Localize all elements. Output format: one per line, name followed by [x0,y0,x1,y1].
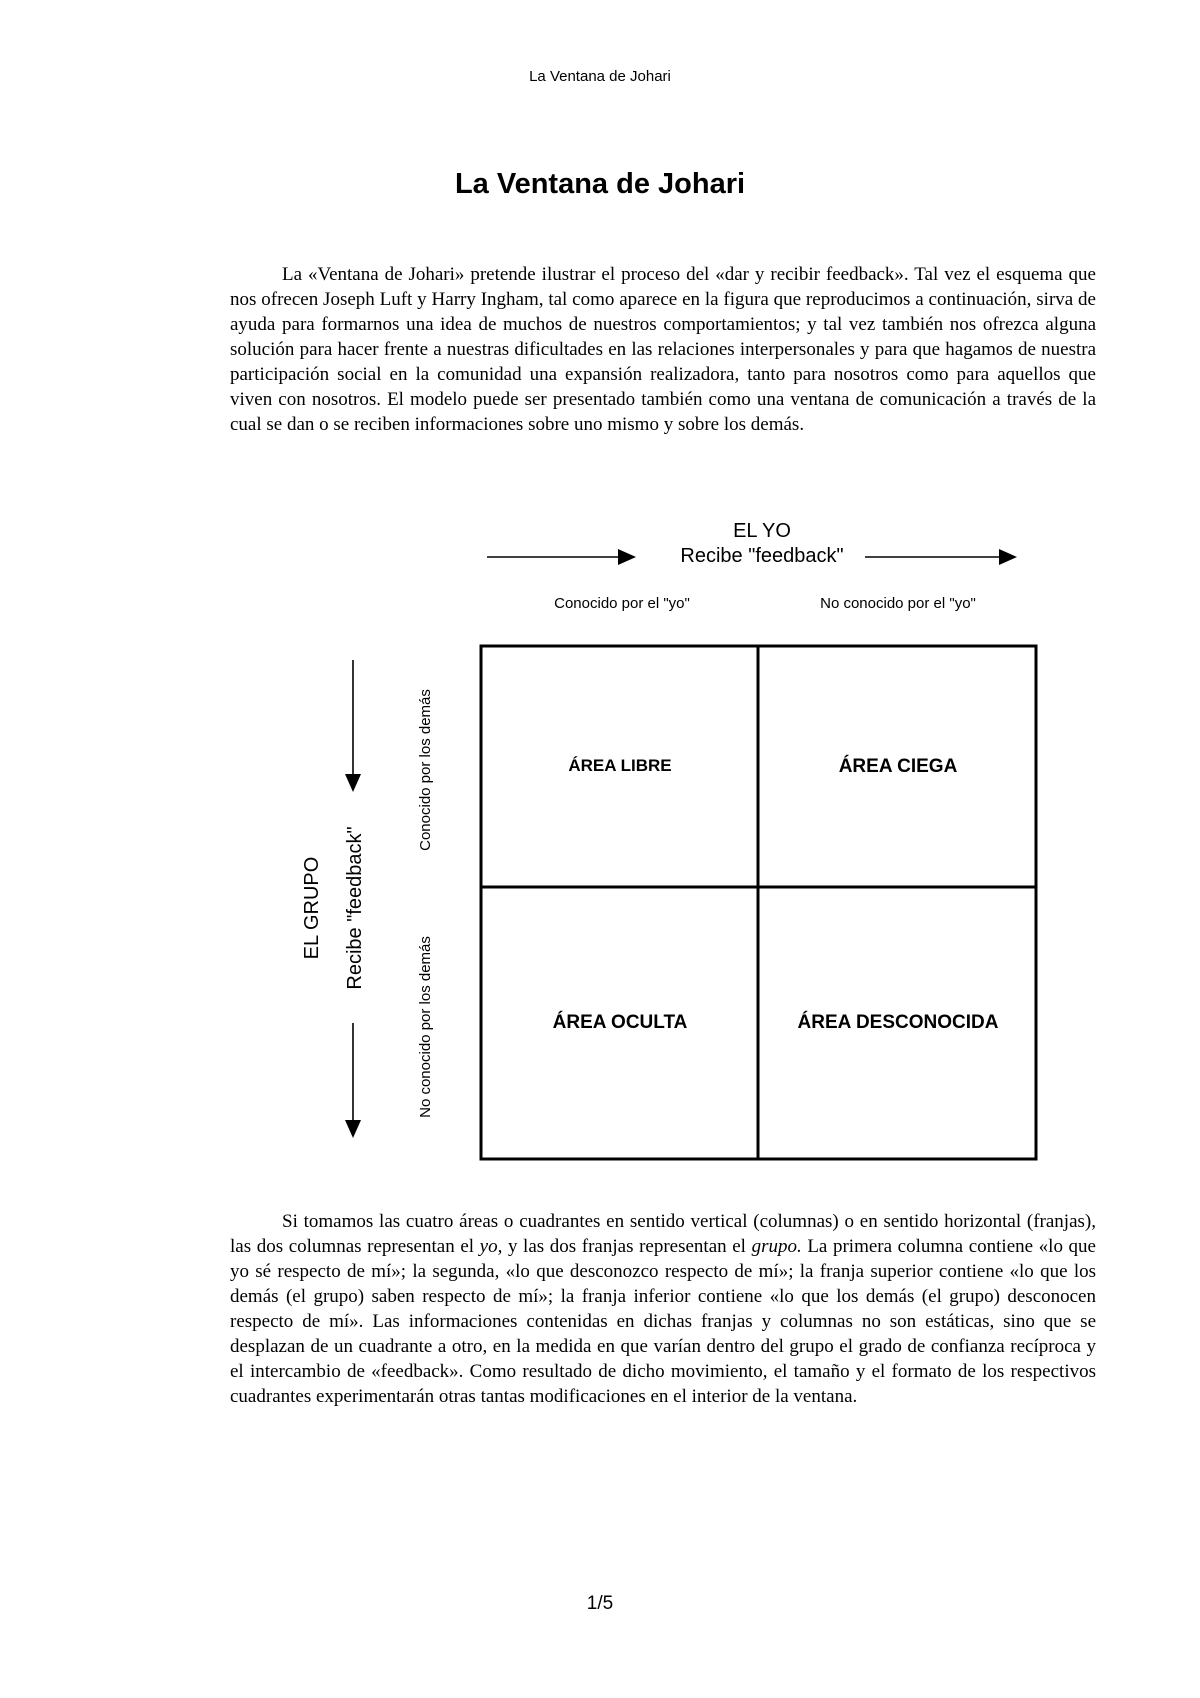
down-arrow-icon [345,1023,361,1138]
diagram-side-title: EL GRUPO [301,856,323,960]
column-header-unknown-by-self: No conocido por el "yo" [820,595,976,612]
emphasis-yo: yo, [479,1236,503,1257]
diagram-side-subtitle: Recibe "feedback" [344,826,366,990]
right-arrow-icon [865,549,1017,565]
down-arrow-icon [345,660,361,792]
column-header-known-by-self: Conocido por el "yo" [554,595,690,612]
quadrant-blind-area: ÁREA CIEGA [838,756,958,777]
quadrant-hidden-area: ÁREA OCULTA [552,1012,688,1033]
running-header: La Ventana de Johari [529,68,671,85]
diagram-top-title: EL YO [733,520,791,542]
quadrant-unknown-area: ÁREA DESCONOCIDA [797,1012,999,1033]
quadrant-free-area: ÁREA LIBRE [568,756,672,775]
document-title: La Ventana de Johari [454,168,746,200]
diagram-top-subtitle: Recibe "feedback" [680,545,844,567]
explanation-paragraph [230,1209,1096,1409]
explanation-text: y las dos franjas representan el [502,1236,752,1257]
page-number: 1/5 [586,1593,614,1614]
explanation-text: La primera columna contiene «lo que yo sé respecto de mí»; la segunda, «lo que desconozco respecto de mí»; la franja superior contiene «lo que los demás (el grupo) saben respecto de mí»; la franja inferior contiene «lo que los demás (el grupo) desconocen respecto de mí». Las informaciones contenidas en dichas franjas y columnas no son estáticas, sino que se desplazan de un cuadrante a otro, en la medida en que varían dentro del grupo el grado de confianza recíproca y el intercambio de «feedback». Como resultado de dicho movimiento, el tamaño y el formato de los respectivos cuadrantes experimentarán otras tantas modificaciones en el interior de la ventana. [230,1236,1096,1407]
emphasis-grupo: grupo. [751,1236,802,1257]
row-header-known-by-others: Conocido por los demás [417,689,434,851]
right-arrow-icon [487,549,636,565]
row-header-unknown-by-others: No conocido por los demás [417,936,434,1118]
intro-paragraph: La «Ventana de Johari» pretende ilustrar el proceso del «dar y recibir feedback». Tal vez el esquema que nos ofrecen Joseph Luft y Harry Ingham, tal como aparece en la figura que reproducimos a continuación, sirva de ayuda para formarnos una idea de muchos de nuestros comportamientos; y tal vez también nos ofrezca alguna solución para hacer frente a nuestras dificultades en las relaciones interpersonales y para que hagamos de nuestra participación social en la comunidad una expansión realizadora, tanto para nosotros como para aquellos que viven con nosotros. El modelo puede ser presentado también como una ventana de comunicación a través de la cual se dan o se reciben informaciones sobre uno mismo y sobre los demás. [230,264,1096,435]
explanation-text: Si tomamos las cuatro áreas o cuadrantes en sentido vertical (columnas) o en sentido horizontal (franjas), las dos columnas representan el [230,1211,1096,1257]
